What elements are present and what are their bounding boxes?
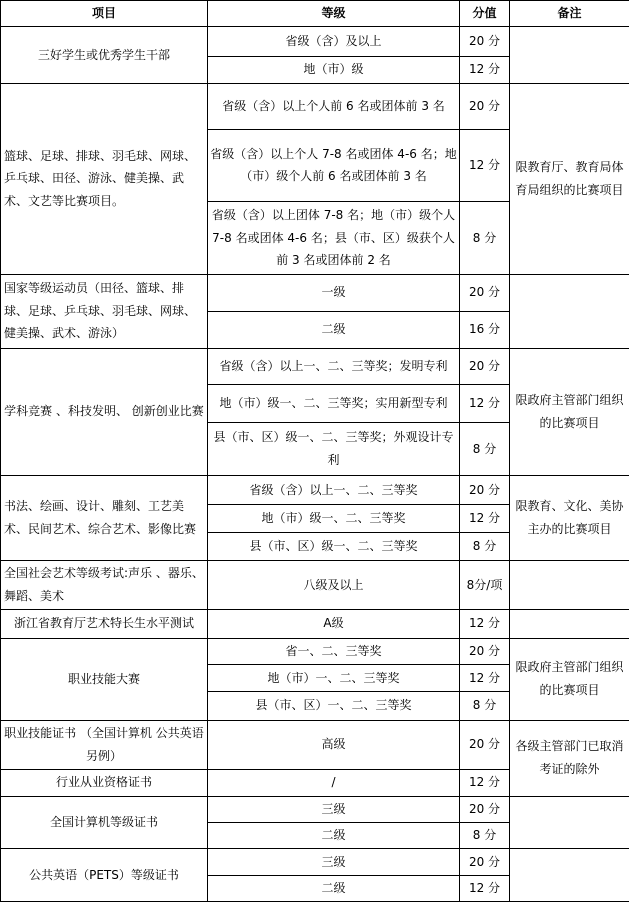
level-cell: 八级及以上 [208,561,460,610]
item-cell: 行业从业资格证书 [1,769,208,796]
level-cell: 省级（含）及以上 [208,27,460,56]
score-cell: 12 分 [460,56,510,83]
level-cell: A级 [208,610,460,638]
table-row [1,610,629,638]
header-row [1,1,629,27]
score-cell: 12 分 [460,129,510,202]
score-cell: 20 分 [460,27,510,56]
table-row [1,638,629,664]
item-cell: 篮球、足球、排球、羽毛球、网球、乒乓球、田径、游泳、健美操、武术、文艺等比赛项目。 [1,83,208,274]
note-cell [510,849,629,902]
table-row [1,720,629,769]
level-cell: 县（市、区）一、二、三等奖 [208,692,460,720]
table-row [1,849,629,875]
table-body [1,1,629,902]
item-cell: 浙江省教育厅艺术特长生水平测试 [1,610,208,638]
level-cell: 地（市）级 [208,56,460,83]
header-level: 等级 [208,1,460,27]
level-cell: 省级（含）以上一、二、三等奖 [208,476,460,505]
score-cell: 20 分 [460,83,510,129]
level-cell: 二级 [208,312,460,348]
level-cell: 县（市、区）级一、二、三等奖；外观设计专利 [208,423,460,476]
item-cell: 书法、绘画、设计、雕刻、工艺美术、民间艺术、综合艺术、影像比赛 [1,476,208,561]
note-cell [510,561,629,610]
level-cell: 地（市）一、二、三等奖 [208,664,460,691]
score-cell: 20 分 [460,274,510,311]
level-cell: 地（市）级一、二、三等奖；实用新型专利 [208,384,460,422]
score-cell: 12 分 [460,384,510,422]
item-cell: 国家等级运动员（田径、篮球、排球、足球、乒乓球、羽毛球、网球、健美操、武术、游泳） [1,274,208,348]
header-note: 备注 [510,1,629,27]
level-cell: 省级（含）以上一、二、三等奖；发明专利 [208,348,460,384]
level-cell: 一级 [208,274,460,311]
level-cell: 省级（含）以上团体 7-8 名；地（市）级个人 7-8 名或团体 4-6 名；县（市、区）级获个人前 3 名或团体前 2 名 [208,202,460,274]
score-cell: 20 分 [460,797,510,823]
note-cell: 限政府主管部门组织的比赛项目 [510,348,629,476]
item-cell: 三好学生或优秀学生干部 [1,27,208,84]
table-row [1,797,629,823]
table-row [1,27,629,56]
item-cell: 全国社会艺术等级考试:声乐 、器乐、舞蹈、美术 [1,561,208,610]
level-cell: 高级 [208,720,460,769]
score-cell: 16 分 [460,312,510,348]
note-cell [510,797,629,849]
note-cell [510,27,629,84]
note-cell: 限教育厅、教育局体育局组织的比赛项目 [510,83,629,274]
score-cell: 20 分 [460,638,510,664]
level-cell: 二级 [208,875,460,901]
level-cell: 三级 [208,797,460,823]
table-row [1,348,629,384]
score-cell: 8 分 [460,202,510,274]
item-cell: 学科竞赛 、科技发明、 创新创业比赛 [1,348,208,476]
header-project: 项目 [1,1,208,27]
score-cell: 8 分 [460,532,510,560]
score-cell: 12 分 [460,769,510,796]
level-cell: 县（市、区）级一、二、三等奖 [208,532,460,560]
note-cell: 限教育、文化、美协主办的比赛项目 [510,476,629,561]
level-cell: 地（市）级一、二、三等奖 [208,505,460,532]
table-row [1,274,629,311]
level-cell: 省一、二、三等奖 [208,638,460,664]
header-score: 分值 [460,1,510,27]
score-cell: 8 分 [460,823,510,849]
score-cell: 20 分 [460,849,510,875]
score-cell: 20 分 [460,476,510,505]
score-cell: 20 分 [460,348,510,384]
score-cell: 12 分 [460,505,510,532]
note-cell [510,610,629,638]
item-cell: 职业技能大赛 [1,638,208,720]
level-cell: 省级（含）以上个人 7-8 名或团体 4-6 名；地（市）级个人前 6 名或团体前 3 名 [208,129,460,202]
score-cell: 8 分 [460,692,510,720]
level-cell: 三级 [208,849,460,875]
level-cell: 二级 [208,823,460,849]
note-cell: 限政府主管部门组织的比赛项目 [510,638,629,720]
item-cell: 职业技能证书 （全国计算机 公共英语 另例） [1,720,208,769]
level-cell: / [208,769,460,796]
table-row [1,561,629,610]
table-row [1,476,629,505]
score-cell: 12 分 [460,875,510,901]
table-row [1,83,629,129]
item-cell: 公共英语（PETS）等级证书 [1,849,208,902]
score-cell: 8分/项 [460,561,510,610]
level-cell: 省级（含）以上个人前 6 名或团体前 3 名 [208,83,460,129]
score-cell: 20 分 [460,720,510,769]
score-cell: 12 分 [460,610,510,638]
item-cell: 全国计算机等级证书 [1,797,208,849]
note-cell [510,274,629,348]
score-cell: 8 分 [460,423,510,476]
score-cell: 12 分 [460,664,510,691]
note-cell: 各级主管部门已取消考证的除外 [510,720,629,797]
